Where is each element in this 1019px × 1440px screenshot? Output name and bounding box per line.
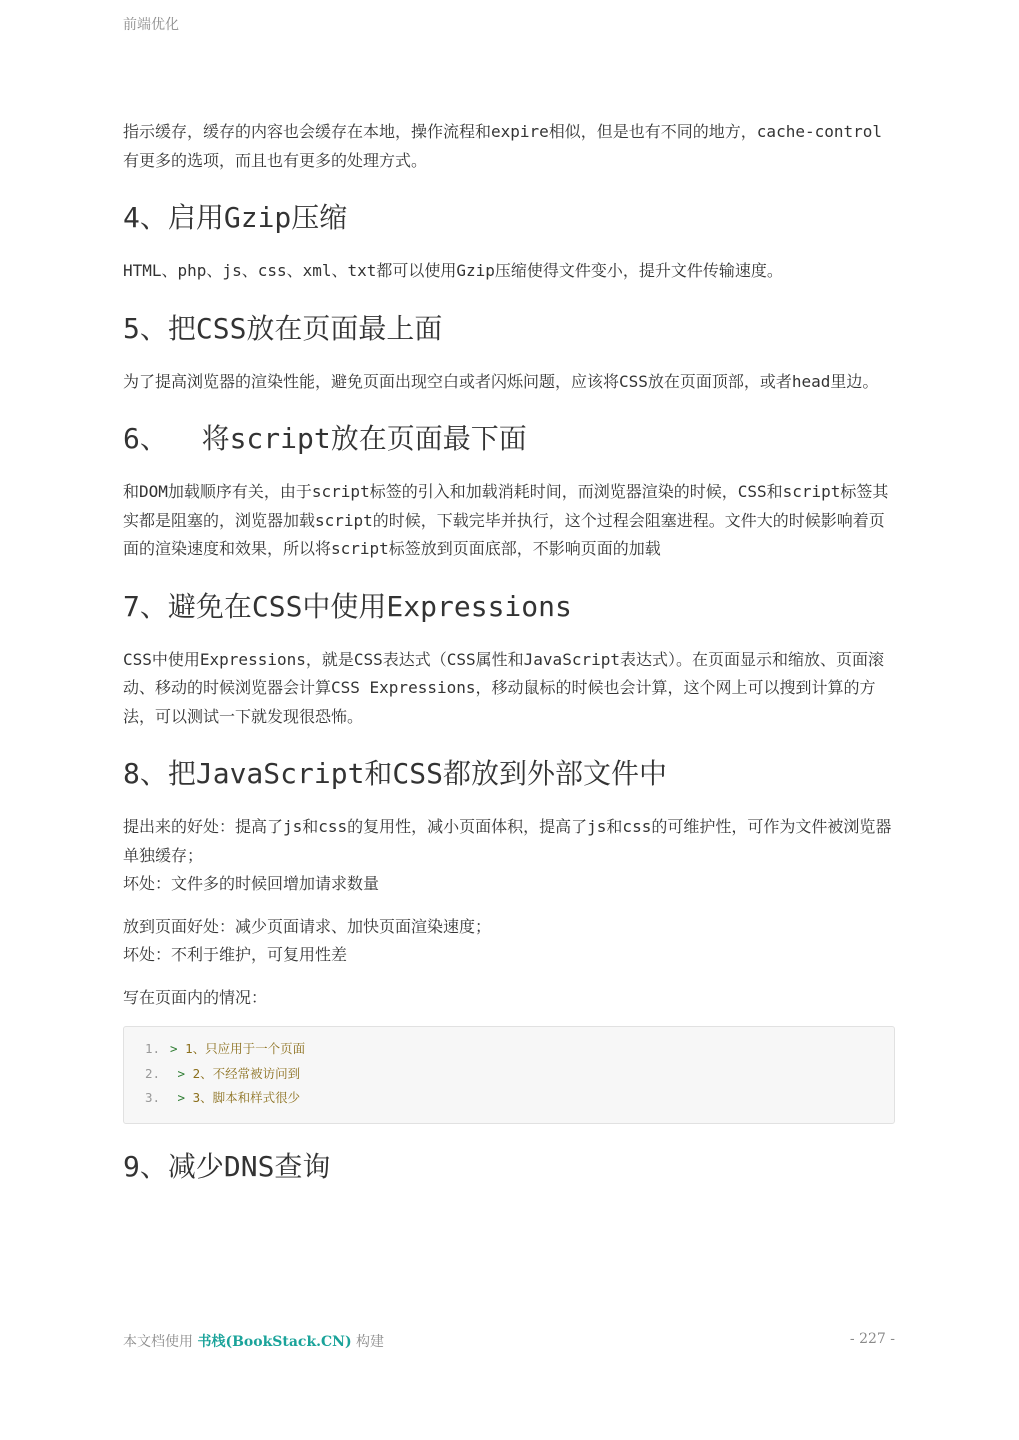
quote-marker: > xyxy=(170,1065,193,1081)
code-line xyxy=(124,1037,894,1062)
section-paragraph-css-expressions: CSS中使用Expressions，就是CSS表达式（CSS属性和JavaScript表达式）。在页面显示和缩放、页面滚动、移动的时候浏览器会计算CSS Expressions，移动鼠标的时候也会计算，这个网上可以搜到计算的方法，可以测试一下就发现很恐怖。 xyxy=(123,649,884,726)
section-paragraph-gzip: HTML、php、js、css、xml、txt都可以使用Gzip压缩使得文件变小，提升文件传输速度。 xyxy=(123,261,783,280)
running-header: 前端优化 xyxy=(123,17,179,33)
section-heading-script-bottom: 6、 将script放在页面最下面 xyxy=(123,422,527,455)
benefits-line: 提出来的好处：提高了js和css的复用性，减小页面体积，提高了js和css的可维护性，可作为文件被浏览器单独缓存； xyxy=(123,817,892,865)
intro-paragraph: 指示缓存，缓存的内容也会缓存在本地，操作流程和expire相似，但是也有不同的地方，cache-control有更多的选项，而且也有更多的处理方式。 xyxy=(123,122,883,170)
inline-drawbacks-line: 坏处：不利于维护，可复用性差 xyxy=(123,945,348,964)
quote-marker: > xyxy=(170,1041,186,1056)
section-paragraph-benefits xyxy=(123,813,895,899)
code-text xyxy=(170,1062,300,1087)
line-number: 3. xyxy=(144,1090,160,1105)
section-paragraph-script-bottom: 和DOM加载顺序有关，由于script标签的引入和加载消耗时间，而浏览器渲染的时候，CSS和script标签其实都是阻塞的，浏览器加载script的时候，下载完毕并执行，这个过程会阻塞进程。文件大的时候影响着页面的渲染速度和效果，所以将script标签放到页面底部，不影响页面的加载 xyxy=(123,482,889,558)
page-footer xyxy=(123,1331,895,1351)
footer-suffix: 构建 xyxy=(351,1334,385,1350)
code-line xyxy=(124,1086,894,1111)
drawbacks-line: 坏处：文件多的时候回增加请求数量 xyxy=(123,874,380,893)
section-heading-gzip: 4、启用Gzip压缩 xyxy=(123,201,348,234)
section-heading-dns: 9、减少DNS查询 xyxy=(123,1149,331,1183)
bookstack-link[interactable]: 书栈(BookStack.CN) xyxy=(197,1334,352,1350)
inline-benefits-line: 放到页面好处：减少页面请求、加快页面渲染速度； xyxy=(123,916,492,936)
code-block xyxy=(123,1026,895,1124)
code-content: 2、不经常被访问到 xyxy=(192,1065,301,1081)
code-line xyxy=(124,1062,894,1087)
code-text xyxy=(170,1086,300,1111)
line-number: 2. xyxy=(144,1065,160,1081)
code-content: 3、脚本和样式很少 xyxy=(192,1090,301,1105)
section-heading-css-expressions: 7、避免在CSS中使用Expressions xyxy=(123,589,572,623)
section-paragraph-cases: 写在页面内的情况： xyxy=(123,987,268,1007)
page-number: - 227 - xyxy=(849,1331,895,1347)
section-heading-external-files: 8、把JavaScript和CSS都放到外部文件中 xyxy=(123,757,668,790)
section-paragraph-inline xyxy=(123,913,895,970)
line-number: 1. xyxy=(144,1041,160,1056)
code-text xyxy=(170,1037,305,1062)
section-heading-css-top: 5、把CSS放在页面最上面 xyxy=(123,311,443,345)
footer-prefix: 本文档使用 xyxy=(123,1334,198,1350)
quote-marker: > xyxy=(170,1090,193,1105)
footer-credit xyxy=(123,1331,384,1351)
document-body xyxy=(123,118,895,1206)
code-content: 1、只应用于一个页面 xyxy=(185,1041,306,1056)
section-paragraph-css-top: 为了提高浏览器的渲染性能，避免页面出现空白或者闪烁问题，应该将CSS放在页面顶部，或者head里边。 xyxy=(123,371,879,391)
